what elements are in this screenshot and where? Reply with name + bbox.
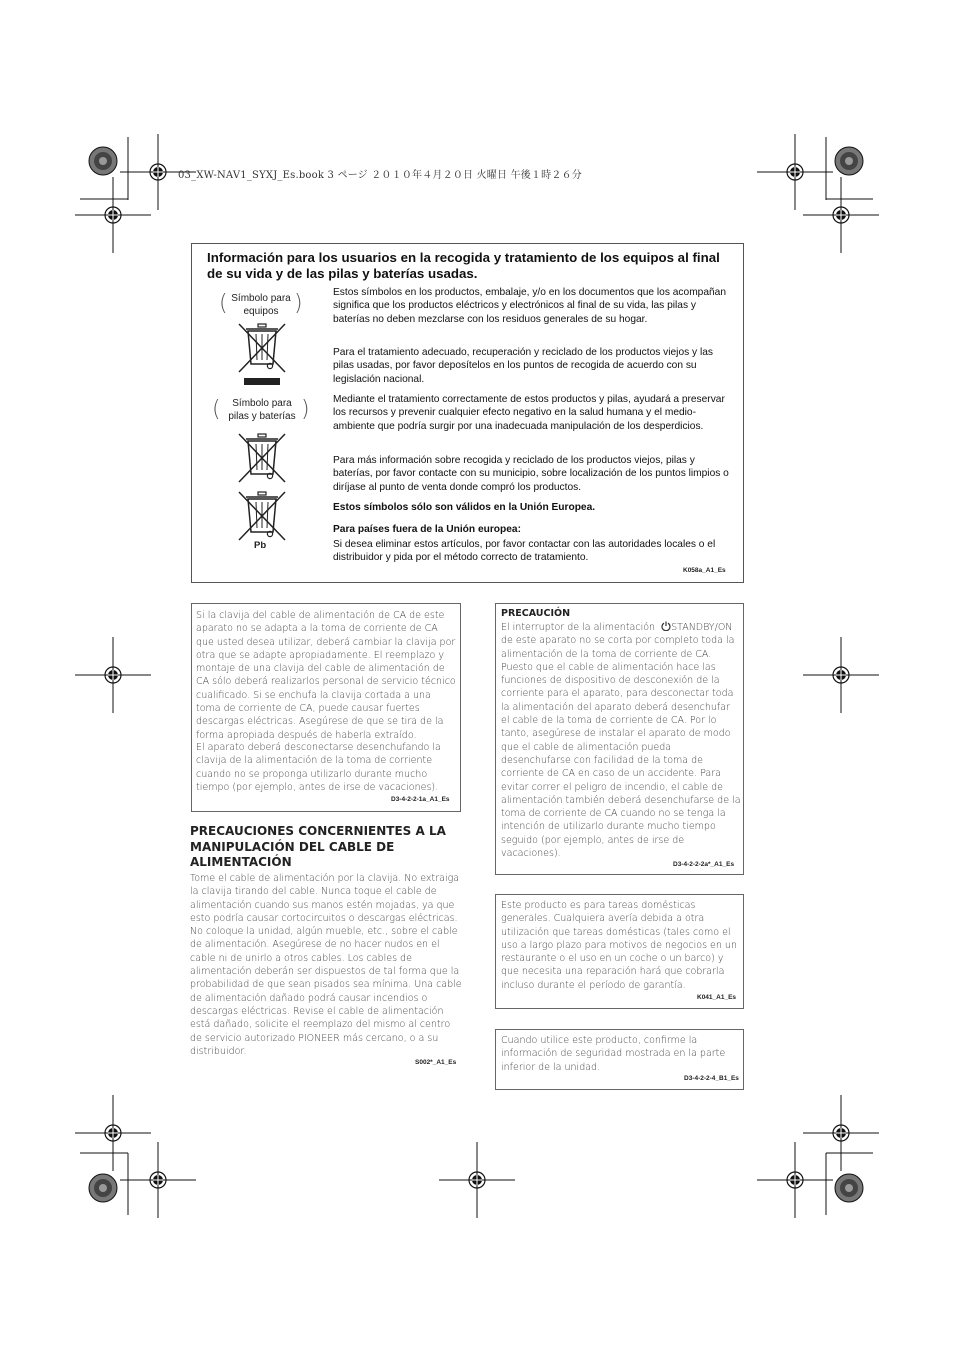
domestic-use-text: Este producto es para tareas domésticas generales. Cualquiera avería debida a otra utilización que tareas domésticas (tales como el uso a largo plazo para motivos de negocios en un restaurante o el uso en un coche o un barco) y que necesita una reparación hará que cobrarla incluso durante el período de garantía.: [501, 900, 737, 991]
recycling-info-title: Información para los usuarios en la recogida y tratamiento de los equipos al final de su vida y de las pilas y baterías usadas.: [207, 250, 720, 281]
info-paragraph: Estos símbolos en los productos, embalaje, y/o en los documentos que los acompañan significa que los productos eléctricos y electrónicos al final de su vida, las pilas y baterías no deben mezclarse con los residuos generales de su hogar.: [333, 287, 727, 325]
outside-eu-text: Si desea eliminar estos artículos, por favor contactar con las autoridades locales o el distribuidor y pida por el método correcto de tratamiento.: [333, 539, 716, 564]
safety-info-text: Cuando utilice este producto, confirme la información de seguridad mostrada en la parte inferior de la unidad.: [501, 1035, 726, 1073]
info-paragraph: Mediante el tratamiento correctamente de estos productos y pilas, ayudará a preservar los recursos y prevenir cualquier efecto negativo en la salud humana y el medio- ambiente que podría surgir por una inadecuada manipulación de los desperdicios.: [333, 394, 725, 432]
section-code: K041_A1_Es: [697, 994, 737, 1001]
crossed-pb-bin-icon: [236, 490, 288, 542]
symbol-equipment-label: Símbolo para equipos: [231, 293, 291, 317]
file-header-line: 03_XW-NAV1_SYXJ_Es.book 3 ページ ２０１０年４月２０日 火曜日 午後１時２６分: [178, 170, 582, 181]
outside-eu-title: Para países fuera de la Unión europea:: [333, 524, 521, 535]
caution-text-after: de este aparato no se corta por completo toda la alimentación de la toma de corriente de CA. Puesto que el cable de alimentación hace las funciones de dispositivo de desconexión de la corriente para el aparato, para desconectar toda la alimentación del aparato deberá desenchufar el cable de la toma de corriente de CA. Por lo tanto, asegúrese de instalar el aparato de modo que el cable de alimentación pueda desenchufarse con facilidad de la toma de corriente de CA en caso de un accidente. Para evitar correr el peligro de incendio, el cable de alimentación también deberá desenchufarse de la toma de corriente de CA cuando no se tenga la intención de utilizarlo durante mucho tiempo seguido (por ejemplo, antes de irse de vacaciones).: [501, 635, 741, 860]
paren-right: ): [301, 397, 310, 422]
paren-right: ): [294, 291, 303, 316]
info-paragraph: Para el tratamiento adecuado, recuperación y reciclado de los productos viejos y las pilas usadas, por favor deposítelos en los puntos de recogida de acuerdo con su legislación nacional.: [333, 347, 713, 385]
precautions-heading: PRECAUCIONES CONCERNIENTES A LA MANIPULACIÓN DEL CABLE DE ALIMENTACIÓN: [190, 824, 446, 869]
section-code: S002*_A1_Es: [415, 1059, 457, 1066]
crossed-bin-icon: [236, 322, 288, 388]
standby-label: STANDBY/ON: [671, 622, 733, 633]
section-code: D3-4-2-2-1a_A1_Es: [391, 796, 450, 803]
crossed-battery-bin-icon: [236, 432, 288, 484]
caution-title: PRECAUCIÓN: [501, 608, 571, 619]
paren-left: (: [219, 291, 228, 316]
section-code: D3-4-2-2-2a*_A1_Es: [673, 861, 735, 868]
pb-label: Pb: [254, 540, 267, 551]
eu-only-note: Estos símbolos sólo son válidos en la Unión Europea.: [333, 502, 596, 513]
power-icon: [661, 621, 671, 631]
precautions-body: Tome el cable de alimentación por la clavija. No extraiga la clavija tirando del cable. Nunca toque el cable de alimentación cuando sus manos estén mojadas, ya que esto podría causar cortocircuitos o descargas eléctricas. No coloque la unidad, algún mueble, etc., sobre el cable de alimentación. Asegúrese de no hacer nudos en el cable ni de unirlo a otros cables. Los cables de alimentación deberán ser dispuestos de tal forma que la probabilidad de que sean pisados sea mínima. Una cable de alimentación dañado podrá causar incendios o descargas eléctricas. Revise el cable de alimentación está dañado, solicite el reemplazo del mismo al centro de servicio autorizado PIONEER más cercano, o a su distribuidor.: [190, 873, 462, 1057]
caution-body: [501, 621, 741, 860]
plug-disconnect-text: El aparato deberá desconectarse desenchufando la clavija de la alimentación de la toma de corriente cuando no se proponga utilizarlo durante mucho tiempo (por ejemplo, antes de irse de vacaciones).: [196, 742, 441, 793]
section-code: K058a_A1_Es: [683, 567, 726, 574]
paren-left: (: [212, 397, 221, 422]
caution-text-before: El interruptor de la alimentación: [501, 622, 656, 633]
plug-warning-text: Si la clavija del cable de alimentación de CA de este aparato no se adapta a la toma de corriente de CA que usted desea utilizar, deberá cambiar la clavija por otra que se adapte apropiadamente. El reemplazo y montaje de una clavija del cable de alimentación de CA sólo deberá realizarlos personal de servicio técnico cualificado. Si se enchufa la clavija cortada a una toma de corriente de CA, puede causar fuertes descargas eléctricas. Asegúrese de que se tira de la forma apropiada después de haberla extraído.: [196, 610, 456, 741]
section-code: D3-4-2-2-4_B1_Es: [684, 1075, 739, 1082]
info-paragraph: Para más información sobre recogida y reciclado de los productos viejos, pilas y baterías, por favor contacte con su municipio, sobre localización de los puntos limpios o diríjase al punto de venta donde compró los productos.: [333, 455, 729, 493]
symbol-battery-label: Símbolo para pilas y baterías: [228, 398, 296, 422]
